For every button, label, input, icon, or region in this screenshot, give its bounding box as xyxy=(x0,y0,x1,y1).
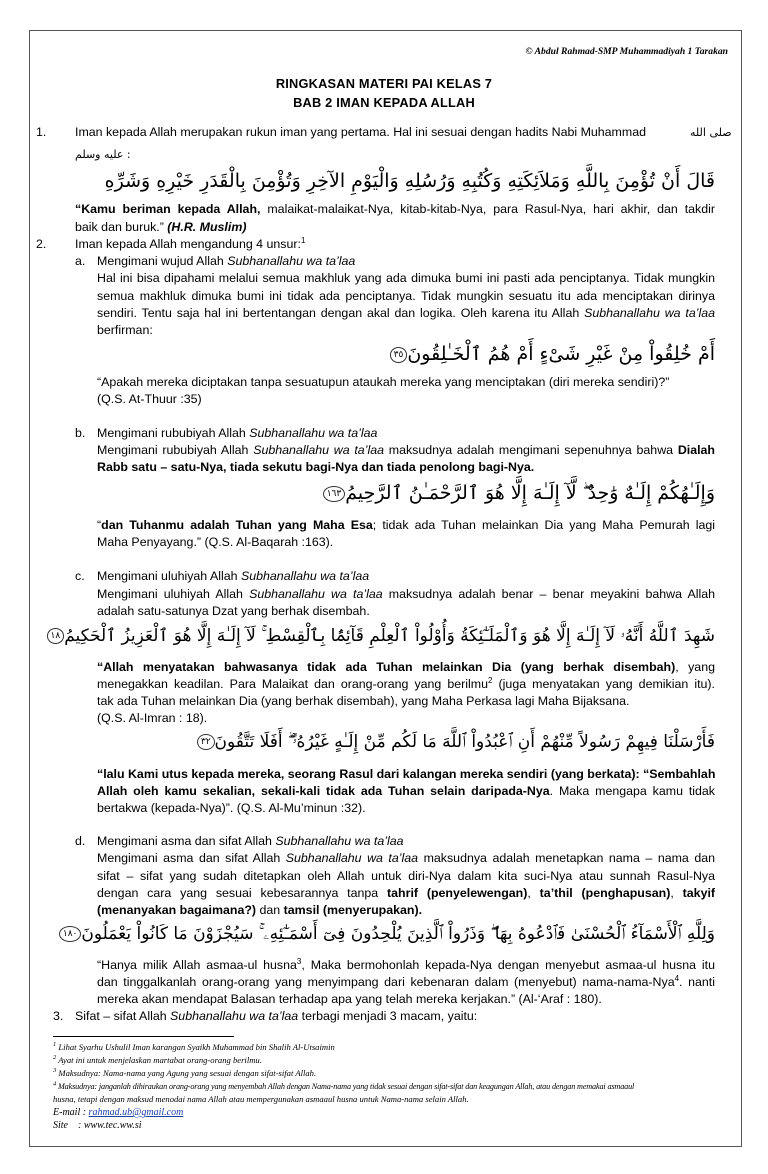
footnote-4-cont: husna, tetapi dengan maksud menodai nama Allah atau mempergunakan asmaaul husna untuk Nama-nama selain Allah. xyxy=(53,1094,469,1104)
item-d-p3e: , xyxy=(670,886,683,900)
footnote-ref-4: 4 xyxy=(674,973,680,983)
item-d-t1a: “Hanya milik Allah asmaa-ul husna xyxy=(97,958,297,972)
item-b-translation xyxy=(97,517,715,534)
item-c-u1a: “lalu Kami utus kepada mereka, seorang Rasul dari kalangan mereka sendiri (yang berkata): “ xyxy=(97,767,650,781)
ayah-number-marker: ١٨٠ xyxy=(59,926,82,942)
item-c-para-2: adalah satu-satunya Dzat yang berhak disembah. xyxy=(97,604,370,618)
item-c-para-1 xyxy=(97,586,715,603)
item-d-heading-italic: Subhanallahu wa ta’laa xyxy=(275,834,404,848)
section-2-label: Iman kepada Allah mengandung 4 unsur: xyxy=(75,237,301,251)
contact-site-row xyxy=(53,1120,142,1131)
item-c-t2b: (juga menyatakan yang demikian itu). xyxy=(492,677,715,691)
item-b-ayah xyxy=(97,479,715,507)
item-d-para-1 xyxy=(97,850,715,867)
hadith-source: (H.R. Muslim) xyxy=(167,220,247,234)
contact-email-row xyxy=(53,1107,183,1118)
item-c-translation-6: bertakwa (kepada-Nya)”. (Q.S. Al-Mu’minun :32). xyxy=(97,801,366,815)
item-d-p3d: ta’thil (penghapusan) xyxy=(539,886,671,900)
item-c-translation-3: tak ada Tuhan melainkan Dia (yang berhak disembah), yang Maha Perkasa lagi Maha Bijaksana. xyxy=(97,694,630,708)
item-a-heading-text: Mengimani wujud Allah xyxy=(97,254,228,268)
footnote-1-number: 1 xyxy=(53,1041,57,1049)
item-b-heading-text: Mengimani rububiyah Allah xyxy=(97,426,250,440)
item-b-heading-italic: Subhanallahu wa ta’laa xyxy=(249,426,378,440)
item-c-u1b: Sembahlah xyxy=(649,767,716,781)
item-d-ayah xyxy=(62,920,715,948)
item-a-para-3 xyxy=(97,305,715,322)
item-d-arabic: وَلِلَّهِ ٱلْأَسْمَآءُ ٱلْحُسْنَىٰ فَٱدْعُوهُ بِهَا ۖ وَذَرُواْ ٱلَّذِينَ يُلْحِدُونَ فِىٓ أَسْمَـٰٓئِهِۦ ۚ سَيُجْزَوْنَ مَا كَانُواْ يَعْمَلُونَ xyxy=(81,924,715,944)
salawat-b: عليه وسلم xyxy=(75,148,124,161)
item-c-arabic-2: فَأَرْسَلْنَا فِيهِمْ رَسُولاً مِّنْهُمْ أَنِ ٱعْبُدُواْ ٱللَّهَ مَا لَكُم مِّنْ إِلَـٰهٍ غَيْرُهُۥٓ ۖ أَفَلَا تَتَّقُونَ xyxy=(214,732,715,752)
item-c-translation-2 xyxy=(97,676,715,693)
item-a-para-3-italic: Subhanallahu wa ta’laa xyxy=(584,306,715,320)
section-2-text xyxy=(75,236,305,253)
item-b-para-1c: maksudnya adalah mengimani sepenuhnya bahwa xyxy=(384,443,678,457)
item-c-translation-4 xyxy=(97,766,715,783)
salawat-arabic: صلى الله xyxy=(690,126,732,139)
footnote-3 xyxy=(53,1068,316,1079)
item-d-letter: d. xyxy=(75,834,86,848)
item-b-letter: b. xyxy=(75,426,86,440)
item-c-translation-1 xyxy=(97,659,715,676)
item-d-p1c: maksudnya adalah menetapkan nama – nama dan xyxy=(418,851,716,865)
item-d-translation-3: mereka akan mendapat Balasan terhadap apa yang telah mereka kerjakan.” (Al-‘Araf : 180). xyxy=(97,992,602,1006)
hadith-translation-rest: malaikat-malaikat-Nya, kitab-kitab-Nya, para Rasul-Nya, hari akhir, dan takdir xyxy=(260,202,715,216)
item-b-translation-2: Maha Penyayang.” (Q.S. Al-Baqarah :163). xyxy=(97,535,334,549)
item-d-p1b: Subhanallahu wa ta’laa xyxy=(285,851,419,865)
item-c-t2a: menegakkan keadilan. Para Malaikat dan orang-orang yang berilmu xyxy=(97,677,489,691)
item-a-para-2: semua makhluk dimuka bumi ini tidak ada penciptanya. Tidak mungkin sesuatu itu ada menciptakan dirinya xyxy=(97,289,715,303)
item-a-source: (Q.S. At-Thuur :35) xyxy=(97,392,202,406)
item-a-para-3-text: sendiri. Tentu saja hal ini bertentangan dengan akal dan logika. Oleh karena itu Allah xyxy=(97,306,585,320)
item-c-heading-italic: Subhanallahu wa ta’laa xyxy=(240,569,370,583)
hadith-translation xyxy=(75,201,715,218)
colon: : xyxy=(126,148,131,161)
section-1-text: Iman kepada Allah merupakan rukun iman yang pertama. Hal ini sesuai dengan hadits Nabi Muhammad xyxy=(75,125,646,139)
footnote-3-text: Maksudnya: Nama-nama yang Agung yang sesuai dengan sifat-sifat Allah. xyxy=(58,1068,317,1078)
item-b-para-1d: Dialah xyxy=(677,443,715,457)
item-d-para-3 xyxy=(97,885,715,902)
item-a-arabic: أَمْ خُلِقُواْ مِنْ غَيْرِ شَىْءٍ أَمْ هُمُ ٱلْخَـٰلِقُونَ xyxy=(407,343,715,365)
item-d-t2b: . nanti xyxy=(679,975,715,989)
footnote-4 xyxy=(53,1081,634,1092)
footnote-divider xyxy=(53,1036,234,1037)
item-a-heading-italic: Subhanallahu wa ta’laa xyxy=(227,254,356,268)
item-d-translation-1 xyxy=(97,957,715,974)
item-a-translation: “Apakah mereka diciptakan tanpa sesuatupun ataukah mereka yang menciptakan (diri mereka sendiri)?” xyxy=(97,375,670,389)
item-d-p4c: tamsil (menyerupakan). xyxy=(283,903,423,917)
section-1-number: 1. xyxy=(36,125,47,139)
item-a-letter: a. xyxy=(75,254,86,268)
item-d-p4b: dan xyxy=(256,903,284,917)
item-b-t1a: “ xyxy=(97,518,102,532)
ayah-number-marker: ١٨ xyxy=(47,628,65,644)
item-b-para-1a: Mengimani rububiyah Allah xyxy=(97,443,254,457)
section-3-a: Sifat – sifat Allah xyxy=(75,1009,171,1023)
footnote-2-text: Ayat ini untuk menjelaskan martabat orang-orang berilmu. xyxy=(58,1055,262,1065)
ayah-number-marker: ١٦٣ xyxy=(323,486,346,502)
item-d-p4a: (menanyakan bagaimana?) xyxy=(97,903,257,917)
item-d-p3c: , xyxy=(527,886,540,900)
section-2-number: 2. xyxy=(36,237,47,251)
item-c-t1b: , yang xyxy=(675,660,715,674)
item-c-arabic-1: شَهِدَ ٱللَّهُ أَنَّهُۥ لَآ إِلَـٰهَ إِلَّا هُوَ وَٱلْمَلَـٰٓئِكَةُ وَأُوْلُواْ ٱلْعِلْمِ قَآئِمًۢا بِٱلْقِسْطِ ۚ لَآ إِلَـٰهَ إِلَّا هُوَ ٱلْعَزِيزُ ٱلْحَكِيمُ xyxy=(64,626,715,646)
item-d-p3a: dengan cara yang sesuai kebesarannya tanpa xyxy=(97,886,388,900)
item-c-u2b: . Maka mengapa kamu tidak xyxy=(549,784,715,798)
item-d-translation-2 xyxy=(97,974,715,991)
footnote-4-number: 4 xyxy=(53,1080,57,1088)
hadith-translation-bold: “Kamu beriman kepada Allah, xyxy=(75,202,261,216)
site-link[interactable]: www.tec.ww.si xyxy=(83,1120,142,1131)
site-label: Site : xyxy=(53,1120,84,1131)
footnote-ref-1: 1 xyxy=(300,235,306,245)
footnote-3-number: 3 xyxy=(53,1067,57,1075)
item-d-p1a: Mengimani asma dan sifat Allah xyxy=(97,851,286,865)
item-c-letter: c. xyxy=(75,569,85,583)
email-link[interactable]: rahmad.ub@gmail.com xyxy=(88,1107,184,1118)
item-b-para-1 xyxy=(97,442,715,459)
item-d-heading xyxy=(97,833,404,850)
section-3-text xyxy=(75,1008,477,1025)
item-a-ayah xyxy=(97,340,715,368)
item-c-heading xyxy=(97,568,369,585)
ayah-number-marker: ٣٥ xyxy=(390,347,408,363)
item-c-translation-5 xyxy=(97,783,715,800)
section-3-c: terbagi menjadi 3 macam, yaitu: xyxy=(298,1009,478,1023)
item-c-ayah-1 xyxy=(50,622,715,650)
section-3-number: 3. xyxy=(53,1009,64,1023)
item-b-para-2: Rabb satu – satu-Nya, tiada sekutu bagi-Nya dan tiada penolong bagi-Nya. xyxy=(97,460,535,474)
item-a-para-4: berfirman: xyxy=(97,323,153,337)
item-b-para-1b: Subhanallahu wa ta’laa xyxy=(253,443,384,457)
item-c-ayah-2 xyxy=(97,728,715,756)
item-d-para-4 xyxy=(97,902,422,919)
item-a-para-1: Hal ini bisa dipahami melalui semua makhluk yang ada dimuka bumi ini pasti ada penciptanya. Tidak mungkin xyxy=(97,271,715,285)
email-label: E-mail : xyxy=(53,1107,89,1118)
item-c-p1a: Mengimani uluhiyah Allah xyxy=(97,587,250,601)
footnote-ref-3: 3 xyxy=(296,956,302,966)
hadith-translation-2 xyxy=(75,219,246,236)
item-d-t2a: dan tinggalkanlah orang-orang yang menyimpang dari kebenaran dalam (menyebut) nama-nama-Nya xyxy=(97,975,675,989)
footnote-ref-2: 2 xyxy=(488,675,493,685)
item-d-p3b: tahrif (penyelewengan) xyxy=(387,886,528,900)
item-c-t1a: “Allah menyatakan bahwasanya tidak ada Tuhan melainkan Dia (yang berhak disembah) xyxy=(97,660,676,674)
ayah-number-marker: ٣٢ xyxy=(197,734,215,750)
salawat-arabic-cont xyxy=(75,146,131,163)
item-c-u2a: Allah oleh kamu sekalian, sekali-kali tidak ada Tuhan selain daripada-Nya xyxy=(97,784,550,798)
footnote-1 xyxy=(53,1042,335,1053)
item-b-t1c: ; tidak ada Tuhan melainkan Dia yang Maha Pemurah lagi xyxy=(372,518,716,532)
item-b-heading xyxy=(97,425,377,442)
footnote-1-text: Lihat Syarhu Ushulil Iman karangan Syaikh Muhammad bin Shalih Al-Utsaimin xyxy=(58,1042,335,1052)
item-a-heading xyxy=(97,253,355,270)
item-c-p1b: Subhanallahu wa ta’laa xyxy=(249,587,383,601)
item-d-p3f: takyif xyxy=(682,886,716,900)
item-d-t1b: , Maka bermohonlah kepada-Nya dengan menyebut asmaa-ul husna itu xyxy=(301,958,715,972)
hadith-translation-end: baik dan buruk.” xyxy=(75,220,168,234)
hadith-arabic: قَالَ أَنْ تُؤْمِنَ بِاللَّهِ وَمَلاَئِكَتِهِ وَكُتُبِهِ وَرُسُلِهِ وَالْيَوْمِ الآخِرِ وَتُؤْمِنَ بِالْقَدَرِ خَيْرِهِ وَشَرِّهِ xyxy=(104,170,715,192)
footnote-2 xyxy=(53,1055,262,1066)
item-d-heading-text: Mengimani asma dan sifat Allah xyxy=(97,834,276,848)
chapter-title: BAB 2 IMAN KEPADA ALLAH xyxy=(293,95,475,110)
item-c-p1c: maksudnya adalah benar – benar meyakini bahwa Allah xyxy=(382,587,715,601)
page-title: RINGKASAN MATERI PAI KELAS 7 xyxy=(275,76,493,91)
item-b-arabic: وَإِلَـٰهُكُمْ إِلَـٰهٌ وَٰحِدٌ ۖ لَّآ إِلَـٰهَ إِلَّا هُوَ ٱلرَّحْمَـٰنُ ٱلرَّحِيمُ xyxy=(345,482,715,504)
section-3-b: Subhanallahu wa ta’laa xyxy=(170,1009,299,1023)
item-c-heading-text: Mengimani uluhiyah Allah xyxy=(97,569,241,583)
footnote-4-text: Maksudnya: janganlah dihiraukan orang-orang yang menyembah Allah dengan Nama-nama yang tidak sesuai dengan sifat-sifat dan keagungan Allah, atau dengan memakai asmaaul xyxy=(58,1082,635,1091)
item-b-t1b: dan Tuhanmu adalah Tuhan yang Maha Esa xyxy=(101,518,373,532)
footnote-2-number: 2 xyxy=(53,1054,57,1062)
header-credit: © Abdul Rahmad-SMP Muhammadiyah 1 Tarakan xyxy=(525,46,728,57)
item-c-source-1: (Q.S. Al-Imran : 18). xyxy=(97,711,208,725)
item-d-para-2: sifat – sifat yang sudah ditetapkan oleh Allah untuk diri-Nya dalam kita suci-Nya atau sunnah Rasul-Nya xyxy=(97,869,715,883)
